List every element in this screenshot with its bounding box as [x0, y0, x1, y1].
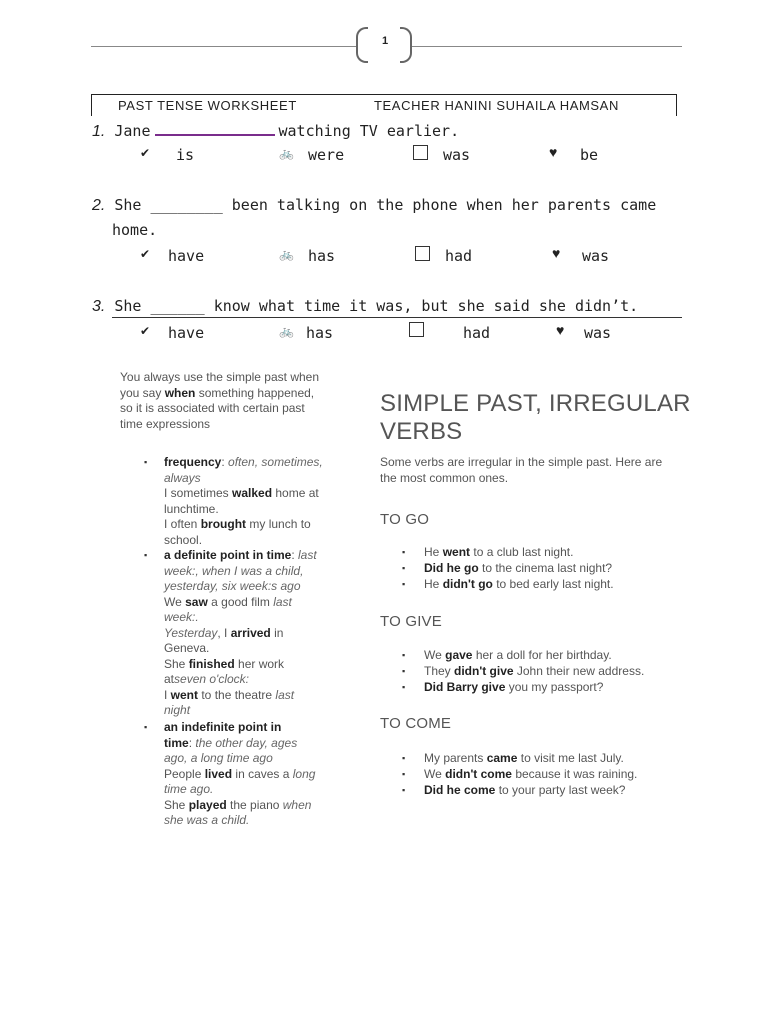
verb: Did he come: [424, 783, 496, 797]
bullet-line: [164, 471, 360, 487]
bullet-line: [164, 767, 360, 783]
verb: didn't give: [454, 664, 514, 678]
question-text: She ______ know what time it was, but she said she didn’t.: [114, 297, 639, 315]
page-number: 1: [381, 35, 389, 47]
sentence-text: They: [424, 664, 455, 678]
bullet-line: [164, 548, 360, 564]
sentence-text: , I: [217, 625, 231, 640]
question-2-continued: home.: [112, 221, 158, 239]
sentence-text: She: [164, 656, 189, 671]
intro-line: the most common ones.: [380, 470, 509, 485]
left-intro: [120, 370, 340, 432]
colon: :: [188, 735, 196, 750]
verb: went: [170, 687, 199, 702]
bullet-line: [164, 688, 360, 704]
teacher-name: TEACHER HANINI SUHAILA HAMSAN: [374, 98, 619, 113]
example-item: [424, 783, 625, 797]
bicycle-icon: 🚲: [279, 247, 294, 261]
question-number: 1.: [92, 123, 106, 140]
question-number: 2.: [92, 197, 106, 214]
bullet-icon: ▪: [144, 722, 148, 732]
intro-line: Some verbs are irregular in the simple past. Here are: [380, 455, 663, 469]
intro-line: You always use the simple past when: [120, 370, 320, 384]
term: a definite point in time: [164, 548, 292, 562]
option-d[interactable]: was: [584, 324, 612, 342]
verb: didn't go: [442, 577, 493, 591]
sentence-text: in: [270, 625, 284, 640]
sentence-text: to the cinema last night?: [478, 561, 613, 575]
option-b[interactable]: has: [306, 324, 334, 342]
bullet-line: [164, 672, 360, 688]
verb: arrived: [230, 625, 271, 640]
time-expression: week:.: [164, 610, 199, 624]
empty-box-icon: [413, 145, 428, 160]
bullet-line: [164, 455, 360, 471]
sentence-text: to a club last night.: [470, 545, 574, 559]
bullet-icon: ▪: [402, 753, 406, 763]
bullet-line: Geneva.: [164, 641, 210, 655]
verb: didn't come: [445, 767, 512, 781]
title-line: SIMPLE PAST, IRREGULAR: [380, 390, 691, 417]
left-bullet-frequency: [164, 455, 360, 548]
check-icon: ✔: [140, 324, 151, 338]
time-expression: when: [282, 797, 312, 812]
bullet-icon: ▪: [402, 785, 406, 795]
examples: often, sometimes,: [228, 455, 323, 469]
time-expression: seven o'clock:: [174, 672, 250, 686]
sentence-text: We: [424, 767, 446, 781]
verb: finished: [188, 656, 235, 671]
intro-line: [120, 386, 340, 402]
bullet-line: school.: [164, 532, 203, 547]
verb: saw: [185, 594, 208, 609]
example-item: [424, 545, 573, 559]
sentence-text: I: [164, 687, 171, 702]
heart-icon: ♥: [552, 245, 561, 261]
example-item: [424, 680, 603, 694]
verb: walked: [232, 486, 273, 500]
question-1: [92, 120, 459, 141]
bullet-icon: ▪: [402, 563, 406, 573]
term: an indefinite point in: [164, 720, 282, 734]
section-heading-to-come: TO COME: [380, 715, 452, 732]
option-b[interactable]: has: [308, 247, 336, 265]
bicycle-icon: 🚲: [279, 324, 294, 338]
time-expression: last: [273, 594, 292, 609]
left-bullet-definite-point: [164, 548, 360, 719]
bullet-icon: ▪: [144, 550, 148, 560]
sentence-text: her a doll for her birthday.: [472, 648, 612, 662]
example-item: [424, 561, 612, 575]
bullet-line: [164, 626, 360, 642]
question-text-pre: Jane: [114, 122, 151, 140]
right-intro: [380, 455, 662, 486]
option-b[interactable]: were: [308, 146, 345, 164]
heart-icon: ♥: [556, 322, 565, 338]
example-item: [424, 767, 637, 781]
bullet-line: [164, 798, 360, 814]
option-c[interactable]: had: [445, 247, 473, 265]
bullet-line: [164, 595, 360, 611]
sentence-text: in caves a: [232, 766, 293, 781]
intro-text: something happened,: [195, 385, 315, 400]
bullet-line: lunchtime.: [164, 501, 219, 516]
sentence-text: to your party last week?: [495, 783, 626, 797]
question-text: She ________ been talking on the phone when her parents came: [114, 196, 657, 214]
empty-box-icon: [415, 246, 430, 261]
examples: yesterday, six week:s ago: [164, 579, 301, 593]
sentence-text: because it was raining.: [511, 767, 638, 781]
examples: the other day, ages: [195, 735, 298, 750]
empty-box-icon: [409, 322, 424, 337]
example-item: [424, 648, 612, 662]
sentence-text: We: [424, 648, 446, 662]
colon: :: [291, 548, 299, 562]
intro-line: so it is associated with certain past: [120, 401, 305, 415]
term: time: [164, 735, 189, 750]
verb: gave: [445, 648, 473, 662]
option-a[interactable]: have: [168, 247, 205, 265]
bullet-line: [164, 720, 360, 736]
bullet-icon: ▪: [402, 666, 406, 676]
verb: Did he go: [424, 561, 479, 575]
section-heading-to-give: TO GIVE: [380, 613, 442, 630]
bullet-icon: ▪: [402, 579, 406, 589]
examples: week:, when I was a child,: [164, 563, 304, 578]
question-text-post: watching TV earlier.: [278, 122, 460, 140]
intro-text: you say: [120, 385, 165, 400]
top-rule-left: [91, 46, 356, 47]
sentence-text: at: [164, 672, 175, 686]
sentence-text: to bed early last night.: [492, 577, 614, 591]
bullet-line: [164, 517, 360, 533]
sentence-text: He: [424, 545, 443, 559]
bullet-line: [164, 564, 360, 580]
question-number: 3.: [92, 298, 106, 315]
check-icon: ✔: [140, 146, 151, 160]
bicycle-icon: 🚲: [279, 146, 294, 160]
sentence-text: I often: [164, 517, 201, 531]
sentence-text: John their new address.: [513, 664, 645, 678]
sentence-text: to the theatre: [198, 687, 276, 702]
sentence-text: My parents: [424, 751, 487, 765]
bullet-icon: ▪: [402, 650, 406, 660]
option-a[interactable]: have: [168, 324, 205, 342]
bullet-line: [164, 610, 360, 626]
sentence-text: home at: [272, 486, 319, 500]
colon: :: [221, 455, 229, 469]
sentence-text: People: [164, 766, 205, 781]
sentence-text: She: [164, 797, 189, 812]
sentence-text: you my passport?: [505, 680, 604, 694]
intro-line: time expressions: [120, 416, 211, 431]
bullet-line: [164, 751, 360, 767]
top-rule-right: [412, 46, 682, 47]
intro-bold: when: [164, 385, 196, 400]
time-expression: long: [292, 766, 316, 781]
sentence-text: He: [424, 577, 443, 591]
question-3: [92, 297, 638, 316]
worksheet-header: [91, 94, 677, 116]
time-expression: she was a child.: [164, 813, 250, 827]
option-c[interactable]: was: [443, 146, 471, 164]
time-expression: night: [164, 703, 191, 717]
option-d[interactable]: be: [580, 146, 599, 164]
left-bullet-indefinite-point: [164, 720, 360, 829]
sentence-text: We: [164, 594, 186, 609]
examples: last: [298, 548, 317, 562]
term: frequency: [164, 455, 222, 469]
bullet-line: [164, 657, 360, 673]
bullet-line: [164, 486, 360, 502]
question-2: [92, 196, 656, 215]
heart-icon: ♥: [549, 144, 558, 160]
bullet-line: [164, 579, 360, 595]
verb: went: [442, 545, 471, 559]
bullet-line: [164, 813, 360, 829]
time-expression: Yesterday: [164, 625, 218, 640]
title-line: VERBS: [380, 418, 463, 445]
check-icon: ✔: [140, 247, 151, 261]
bullet-line: [164, 736, 360, 752]
right-title: [380, 390, 691, 446]
bullet-icon: ▪: [402, 769, 406, 779]
verb: brought: [200, 517, 247, 531]
examples: always: [164, 470, 201, 485]
example-item: [424, 664, 644, 678]
option-c[interactable]: had: [463, 324, 491, 342]
option-d[interactable]: was: [582, 247, 610, 265]
bullet-icon: ▪: [144, 457, 148, 467]
verb: lived: [204, 766, 233, 781]
sentence-text: to visit me last July.: [517, 751, 624, 765]
option-a[interactable]: is: [176, 146, 195, 164]
time-expression: last: [275, 687, 295, 702]
bullet-icon: ▪: [402, 682, 406, 692]
question-3-underline: [112, 317, 682, 318]
section-heading-to-go: TO GO: [380, 511, 430, 528]
sentence-text: the piano: [226, 797, 283, 812]
bullet-line: [164, 703, 360, 719]
bullet-line: [164, 782, 360, 798]
example-item: [424, 751, 624, 765]
time-expression: time ago.: [164, 782, 214, 796]
examples: ago, a long time ago: [164, 751, 273, 765]
example-item: [424, 577, 614, 591]
verb: played: [188, 797, 227, 812]
verb: came: [486, 751, 518, 765]
sentence-text: my lunch to: [246, 517, 311, 531]
sentence-text: her work: [234, 656, 285, 671]
sentence-text: I sometimes: [164, 486, 233, 500]
sentence-text: a good film: [207, 594, 274, 609]
verb: Did Barry give: [424, 680, 506, 694]
answer-blank[interactable]: [155, 120, 275, 136]
bullet-icon: ▪: [402, 547, 406, 557]
worksheet-title: PAST TENSE WORKSHEET: [118, 98, 297, 113]
